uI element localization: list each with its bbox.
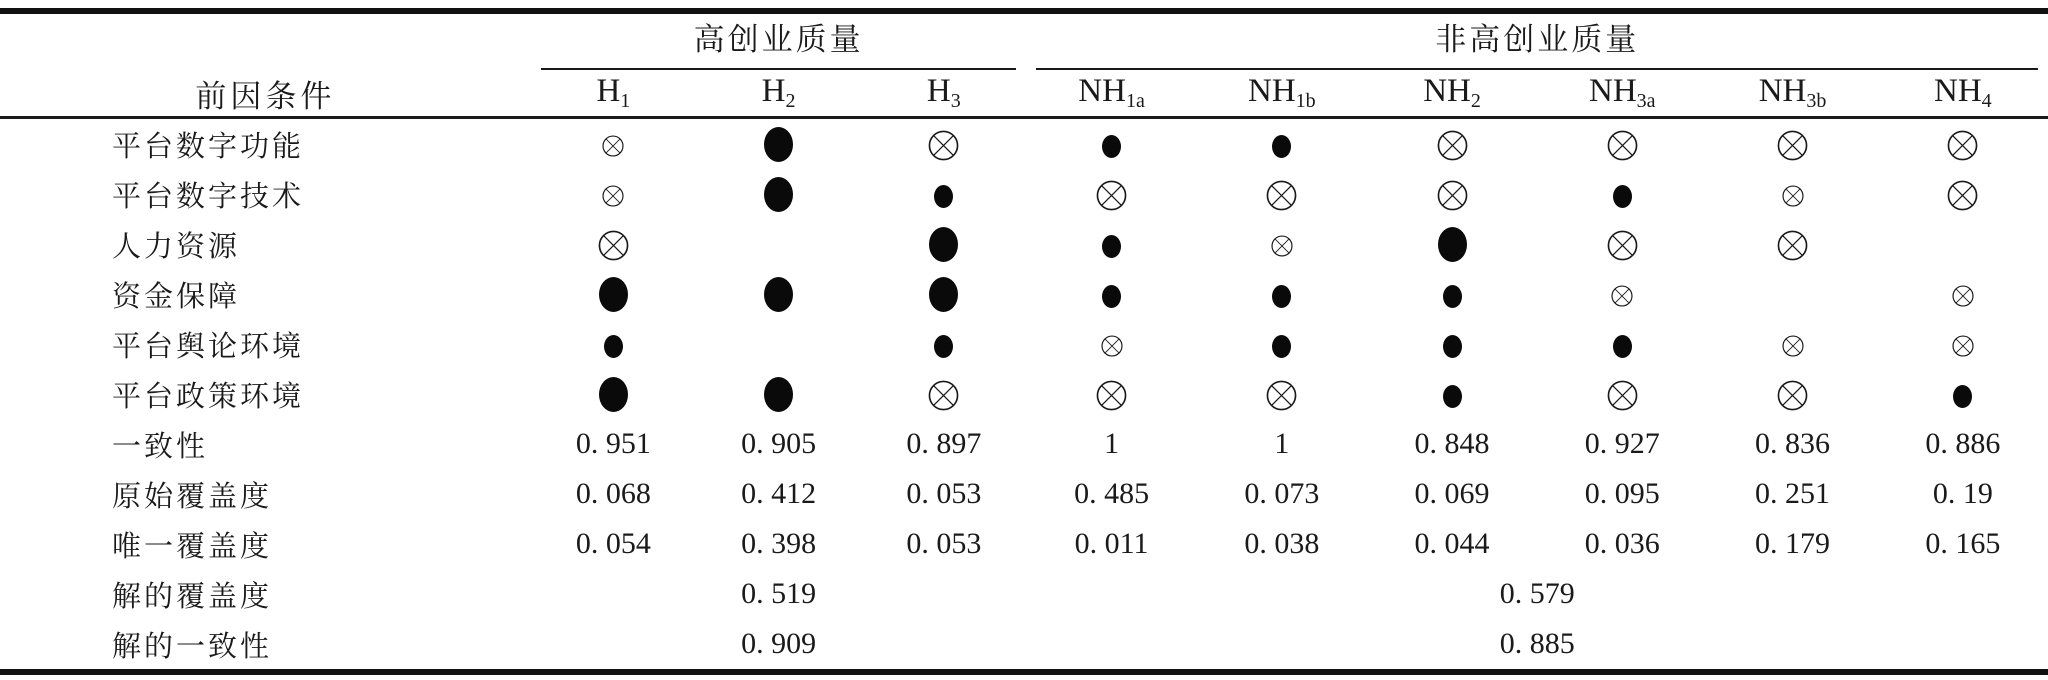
- col-header-nh2: NH2: [1367, 70, 1537, 118]
- value-text: 0. 053: [906, 477, 982, 510]
- value-text: 0. 836: [1755, 427, 1831, 460]
- peripheral-absent-circled-x-icon: [1952, 335, 1974, 357]
- core-present-dot-icon: [764, 127, 793, 162]
- table-row: [0, 118, 2048, 170]
- data-cell: [861, 118, 1026, 170]
- data-cell: [1878, 419, 2048, 469]
- data-cell: [1367, 269, 1537, 319]
- peripheral-absent-circled-x-icon: [1782, 185, 1804, 207]
- col-header-h3: H3: [861, 70, 1026, 118]
- value-text: 0. 095: [1584, 477, 1660, 510]
- value-text: 1: [1274, 427, 1290, 460]
- core-present-dot-icon: [929, 277, 958, 312]
- peripheral-present-dot-icon: [1272, 335, 1291, 358]
- data-cell: [861, 469, 1026, 519]
- group-header-nonhigh-quality: 非高创业质量: [1036, 14, 2038, 70]
- peripheral-absent-circled-x-icon: [1271, 235, 1293, 257]
- core-present-dot-icon: [1438, 227, 1467, 262]
- row-label: 人力资源: [112, 230, 241, 263]
- data-cell: [531, 419, 696, 469]
- data-cell: [1367, 469, 1537, 519]
- core-present-dot-icon: [929, 227, 958, 262]
- data-cell: [1026, 419, 1196, 469]
- merged-solution-value-cell: [531, 569, 1027, 619]
- row-label: 一致性: [112, 430, 209, 463]
- data-cell: [531, 118, 696, 170]
- peripheral-present-dot-icon: [1443, 285, 1462, 308]
- data-cell: [1537, 469, 1707, 519]
- peripheral-present-dot-icon: [1613, 335, 1632, 358]
- data-cell: [531, 319, 696, 369]
- peripheral-absent-circled-x-icon: [602, 135, 624, 157]
- peripheral-present-dot-icon: [1102, 235, 1121, 258]
- value-text: 0. 19: [1932, 477, 1993, 510]
- data-cell: [1537, 319, 1707, 369]
- data-cell: [1197, 169, 1367, 219]
- value-text: 0. 905: [741, 427, 817, 460]
- data-cell: [861, 419, 1026, 469]
- data-cell: [861, 169, 1026, 219]
- data-cell: [1197, 469, 1367, 519]
- row-label: 平台数字功能: [112, 130, 305, 163]
- table-row: [0, 619, 2048, 672]
- merged-solution-value-cell: [1026, 619, 2048, 672]
- core-absent-circled-x-icon: [1096, 180, 1127, 211]
- table-row: [0, 319, 2048, 369]
- data-cell: [1707, 469, 1877, 519]
- peripheral-present-dot-icon: [1272, 135, 1291, 158]
- data-cell: [1537, 519, 1707, 569]
- table-row: [0, 219, 2048, 269]
- data-cell: [1537, 118, 1707, 170]
- core-absent-circled-x-icon: [1947, 130, 1978, 161]
- row-label: 平台舆论环境: [112, 330, 305, 363]
- peripheral-present-dot-icon: [1272, 285, 1291, 308]
- table-row: [0, 369, 2048, 419]
- data-cell: [1878, 319, 2048, 369]
- data-cell: [696, 169, 861, 219]
- data-cell: [696, 519, 861, 569]
- value-text: 0. 011: [1074, 527, 1149, 560]
- core-absent-circled-x-icon: [1777, 380, 1808, 411]
- data-cell: [1878, 369, 2048, 419]
- core-absent-circled-x-icon: [1777, 230, 1808, 261]
- value-text: 0. 412: [741, 477, 817, 510]
- peripheral-present-dot-icon: [934, 185, 953, 208]
- data-cell: [696, 369, 861, 419]
- core-present-dot-icon: [764, 377, 793, 412]
- value-text: 0. 165: [1925, 527, 2001, 560]
- core-absent-circled-x-icon: [1607, 130, 1638, 161]
- peripheral-absent-circled-x-icon: [1101, 335, 1123, 357]
- paper-table-page: [0, 8, 2048, 680]
- peripheral-present-dot-icon: [1102, 135, 1121, 158]
- core-absent-circled-x-icon: [1777, 130, 1808, 161]
- row-label: 唯一覆盖度: [112, 530, 273, 563]
- data-cell: [1026, 319, 1196, 369]
- value-text: 1: [1104, 427, 1120, 460]
- data-cell: [1197, 118, 1367, 170]
- data-cell: [1537, 419, 1707, 469]
- value-text: 0. 053: [906, 527, 982, 560]
- value-text: 0. 848: [1414, 427, 1490, 460]
- core-absent-circled-x-icon: [1607, 230, 1638, 261]
- core-absent-circled-x-icon: [928, 380, 959, 411]
- data-cell: [1026, 519, 1196, 569]
- data-cell: [861, 269, 1026, 319]
- value-text: 0. 909: [741, 627, 817, 660]
- value-text: 0. 897: [906, 427, 982, 460]
- blank-cell: [1878, 219, 2048, 269]
- value-text: 0. 038: [1244, 527, 1320, 560]
- peripheral-present-dot-icon: [604, 335, 623, 358]
- data-cell: [1707, 519, 1877, 569]
- data-cell: [531, 469, 696, 519]
- row-label: 平台政策环境: [112, 380, 305, 413]
- core-present-dot-icon: [764, 177, 793, 212]
- blank-cell: [696, 219, 861, 269]
- value-text: 0. 179: [1755, 527, 1831, 560]
- peripheral-present-dot-icon: [1102, 285, 1121, 308]
- data-cell: [1878, 519, 2048, 569]
- data-cell: [696, 118, 861, 170]
- data-cell: [531, 269, 696, 319]
- core-absent-circled-x-icon: [1266, 180, 1297, 211]
- core-absent-circled-x-icon: [1437, 130, 1468, 161]
- row-label: 平台数字技术: [112, 180, 305, 213]
- core-present-dot-icon: [599, 277, 628, 312]
- merged-solution-value-cell: [1026, 569, 2048, 619]
- data-cell: [1878, 469, 2048, 519]
- col-header-h2: H2: [696, 70, 861, 118]
- core-absent-circled-x-icon: [928, 130, 959, 161]
- col-header-nh4: NH4: [1878, 70, 2048, 118]
- col-header-h1: H1: [531, 70, 696, 118]
- data-cell: [696, 419, 861, 469]
- peripheral-absent-circled-x-icon: [1782, 335, 1804, 357]
- data-cell: [1197, 219, 1367, 269]
- core-absent-circled-x-icon: [1607, 380, 1638, 411]
- group-header-nonhigh-quality-cell: [1026, 11, 2048, 70]
- data-cell: [1026, 469, 1196, 519]
- data-cell: [1197, 519, 1367, 569]
- group-header-high-quality-cell: [531, 11, 1027, 70]
- row-label: 解的一致性: [112, 630, 273, 663]
- data-cell: [1197, 419, 1367, 469]
- data-cell: [1367, 169, 1537, 219]
- core-absent-circled-x-icon: [598, 230, 629, 261]
- data-cell: [1878, 269, 2048, 319]
- data-cell: [861, 319, 1026, 369]
- value-text: 0. 251: [1755, 477, 1831, 510]
- group-header-high-quality: 高创业质量: [541, 14, 1017, 70]
- data-cell: [531, 219, 696, 269]
- data-cell: [1537, 219, 1707, 269]
- data-cell: [1707, 219, 1877, 269]
- col-header-nh3a: NH3a: [1537, 70, 1707, 118]
- row-label: 资金保障: [112, 280, 241, 313]
- data-cell: [1367, 319, 1537, 369]
- peripheral-present-dot-icon: [1613, 185, 1632, 208]
- blank-cell: [696, 319, 861, 369]
- data-cell: [1367, 219, 1537, 269]
- row-label: 解的覆盖度: [112, 580, 273, 613]
- peripheral-present-dot-icon: [1953, 385, 1972, 408]
- data-cell: [1367, 519, 1537, 569]
- value-text: 0. 485: [1074, 477, 1150, 510]
- peripheral-present-dot-icon: [1443, 335, 1462, 358]
- data-cell: [1197, 269, 1367, 319]
- value-text: 0. 951: [575, 427, 651, 460]
- col-header-nh3b: NH3b: [1707, 70, 1877, 118]
- data-cell: [1707, 419, 1877, 469]
- data-cell: [1197, 369, 1367, 419]
- table-row: [0, 569, 2048, 619]
- data-cell: [861, 369, 1026, 419]
- core-absent-circled-x-icon: [1096, 380, 1127, 411]
- core-absent-circled-x-icon: [1437, 180, 1468, 211]
- peripheral-absent-circled-x-icon: [602, 185, 624, 207]
- table-row: [0, 269, 2048, 319]
- core-absent-circled-x-icon: [1947, 180, 1978, 211]
- data-cell: [1026, 118, 1196, 170]
- core-present-dot-icon: [764, 277, 793, 312]
- data-cell: [531, 169, 696, 219]
- table-row: [0, 519, 2048, 569]
- data-cell: [531, 369, 696, 419]
- data-cell: [1026, 269, 1196, 319]
- merged-solution-value-cell: [531, 619, 1027, 672]
- data-cell: [1707, 169, 1877, 219]
- data-cell: [1367, 419, 1537, 469]
- value-text: 0. 069: [1414, 477, 1490, 510]
- value-text: 0. 054: [575, 527, 651, 560]
- data-cell: [1537, 269, 1707, 319]
- peripheral-present-dot-icon: [934, 335, 953, 358]
- table-row: [0, 469, 2048, 519]
- value-text: 0. 927: [1584, 427, 1660, 460]
- core-absent-circled-x-icon: [1266, 380, 1297, 411]
- blank-cell: [1707, 269, 1877, 319]
- value-text: 0. 036: [1584, 527, 1660, 560]
- col-header-nh1b: NH1b: [1197, 70, 1367, 118]
- table-body: [0, 118, 2048, 673]
- data-cell: [1537, 169, 1707, 219]
- antecedent-conditions-header: 前因条件: [0, 11, 531, 118]
- data-cell: [1707, 369, 1877, 419]
- value-text: 0. 398: [741, 527, 817, 560]
- data-cell: [1367, 118, 1537, 170]
- data-cell: [861, 519, 1026, 569]
- peripheral-present-dot-icon: [1443, 385, 1462, 408]
- qca-configuration-table: [0, 8, 2048, 675]
- value-text: 0. 885: [1499, 627, 1575, 660]
- data-cell: [1026, 219, 1196, 269]
- row-label: 原始覆盖度: [112, 480, 273, 513]
- peripheral-absent-circled-x-icon: [1611, 285, 1633, 307]
- data-cell: [1878, 118, 2048, 170]
- data-cell: [1367, 369, 1537, 419]
- col-header-nh1a: NH1a: [1026, 70, 1196, 118]
- data-cell: [1026, 169, 1196, 219]
- value-text: 0. 068: [575, 477, 651, 510]
- data-cell: [696, 469, 861, 519]
- data-cell: [1707, 118, 1877, 170]
- data-cell: [531, 519, 696, 569]
- data-cell: [1537, 369, 1707, 419]
- data-cell: [1707, 319, 1877, 369]
- peripheral-absent-circled-x-icon: [1952, 285, 1974, 307]
- data-cell: [696, 269, 861, 319]
- data-cell: [1197, 319, 1367, 369]
- value-text: 0. 073: [1244, 477, 1320, 510]
- value-text: 0. 579: [1499, 577, 1575, 610]
- value-text: 0. 044: [1414, 527, 1490, 560]
- value-text: 0. 519: [741, 577, 817, 610]
- data-cell: [1026, 369, 1196, 419]
- data-cell: [1878, 169, 2048, 219]
- table-row: [0, 419, 2048, 469]
- table-row: [0, 169, 2048, 219]
- core-present-dot-icon: [599, 377, 628, 412]
- data-cell: [861, 219, 1026, 269]
- value-text: 0. 886: [1925, 427, 2001, 460]
